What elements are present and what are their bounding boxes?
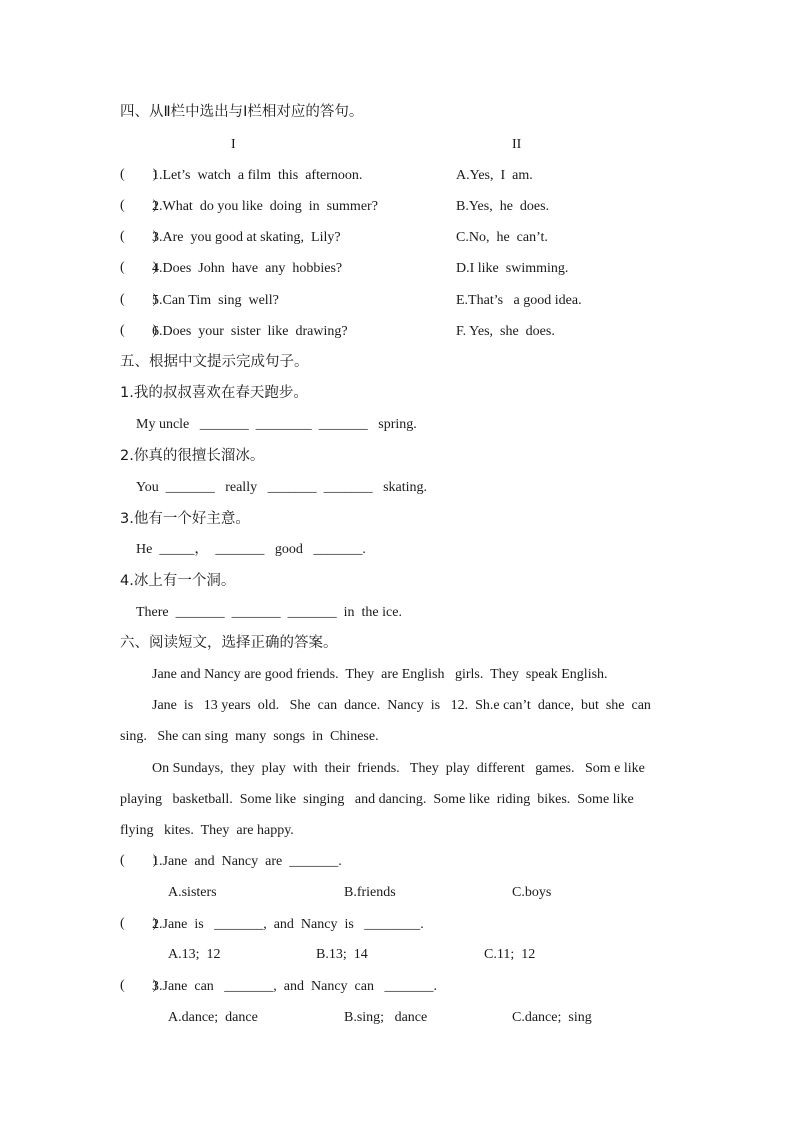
match-answer: D.I like swimming. (456, 261, 569, 276)
answer-blank[interactable]: ( ) (120, 292, 158, 307)
answer-blank[interactable]: ( ) (120, 916, 158, 931)
option-a[interactable]: A.sisters (168, 885, 217, 900)
reading-question: 1.Jane and Nancy are _______. (152, 854, 342, 869)
answer-blank[interactable]: ( ) (120, 198, 158, 213)
option-b[interactable]: B.friends (344, 885, 396, 900)
section6-title: 六、阅读短文，选择正确的答案。 (120, 635, 338, 651)
match-question: 2.What do you like doing in summer? (152, 199, 378, 214)
option-b[interactable]: B.sing; dance (344, 1010, 428, 1025)
match-question: 1.Let’s watch a film this afternoon. (152, 168, 363, 183)
answer-blank[interactable]: ( ) (120, 853, 158, 868)
match-answer: B.Yes, he does. (456, 199, 550, 214)
option-c[interactable]: C.boys (512, 885, 552, 900)
chinese-prompt: 1.我的叔叔喜欢在春天跑步。 (120, 385, 308, 401)
passage-line: flying kites. They are happy. (120, 823, 294, 838)
match-question: 3.Are you good at skating, Lily? (152, 230, 341, 245)
option-a[interactable]: A.dance; dance (168, 1010, 258, 1025)
section4-title: 四、从Ⅱ栏中选出与Ⅰ栏相对应的答句。 (120, 104, 364, 120)
answer-blank[interactable]: ( ) (120, 167, 158, 182)
answer-blank[interactable]: ( ) (120, 323, 158, 338)
fill-in-sentence[interactable]: There _______ _______ _______ in the ice. (136, 605, 402, 620)
option-c[interactable]: C.dance; sing (512, 1010, 592, 1025)
match-answer: E.That’s a good idea. (456, 293, 582, 308)
column-1-heading: I (231, 137, 236, 152)
match-answer: A.Yes, I am. (456, 168, 533, 183)
option-c[interactable]: C.11; 12 (484, 947, 536, 962)
passage-line: playing basketball. Some like singing and dancing. Some like riding bikes. Some like (120, 792, 634, 807)
answer-blank[interactable]: ( ) (120, 978, 158, 993)
fill-in-sentence[interactable]: He _____， _______ good _______. (136, 542, 366, 557)
reading-question: 3.Jane can _______, and Nancy can _______. (152, 979, 437, 994)
chinese-prompt: 3.他有一个好主意。 (120, 511, 250, 527)
column-2-heading: II (512, 137, 522, 152)
passage-line: On Sundays, they play with their friends. They play different games. Som e like (152, 761, 645, 776)
passage-line: Jane and Nancy are good friends. They are English girls. They speak English. (152, 667, 608, 682)
answer-blank[interactable]: ( ) (120, 229, 158, 244)
fill-in-sentence[interactable]: My uncle _______ ________ _______ spring. (136, 417, 417, 432)
option-a[interactable]: A.13; 12 (168, 947, 221, 962)
option-b[interactable]: B.13; 14 (316, 947, 368, 962)
match-question: 5.Can Tim sing well? (152, 293, 279, 308)
passage-line: Jane is 13 years old. She can dance. Nancy is 12. Sh.e can’t dance, but she can (152, 698, 651, 713)
match-question: 4.Does John have any hobbies? (152, 261, 343, 276)
passage-line: sing. She can sing many songs in Chinese. (120, 729, 379, 744)
match-question: 6.Does your sister like drawing? (152, 324, 348, 339)
fill-in-sentence[interactable]: You _______ really _______ _______ skating. (136, 480, 428, 495)
answer-blank[interactable]: ( ) (120, 260, 158, 275)
match-answer: F. Yes, she does. (456, 324, 555, 339)
chinese-prompt: 4.冰上有一个洞。 (120, 573, 236, 589)
chinese-prompt: 2.你真的很擅长溜冰。 (120, 448, 265, 464)
match-answer: C.No, he can’t. (456, 230, 548, 245)
reading-question: 2.Jane is _______, and Nancy is ________. (152, 917, 424, 932)
section5-title: 五、根据中文提示完成句子。 (120, 354, 309, 370)
